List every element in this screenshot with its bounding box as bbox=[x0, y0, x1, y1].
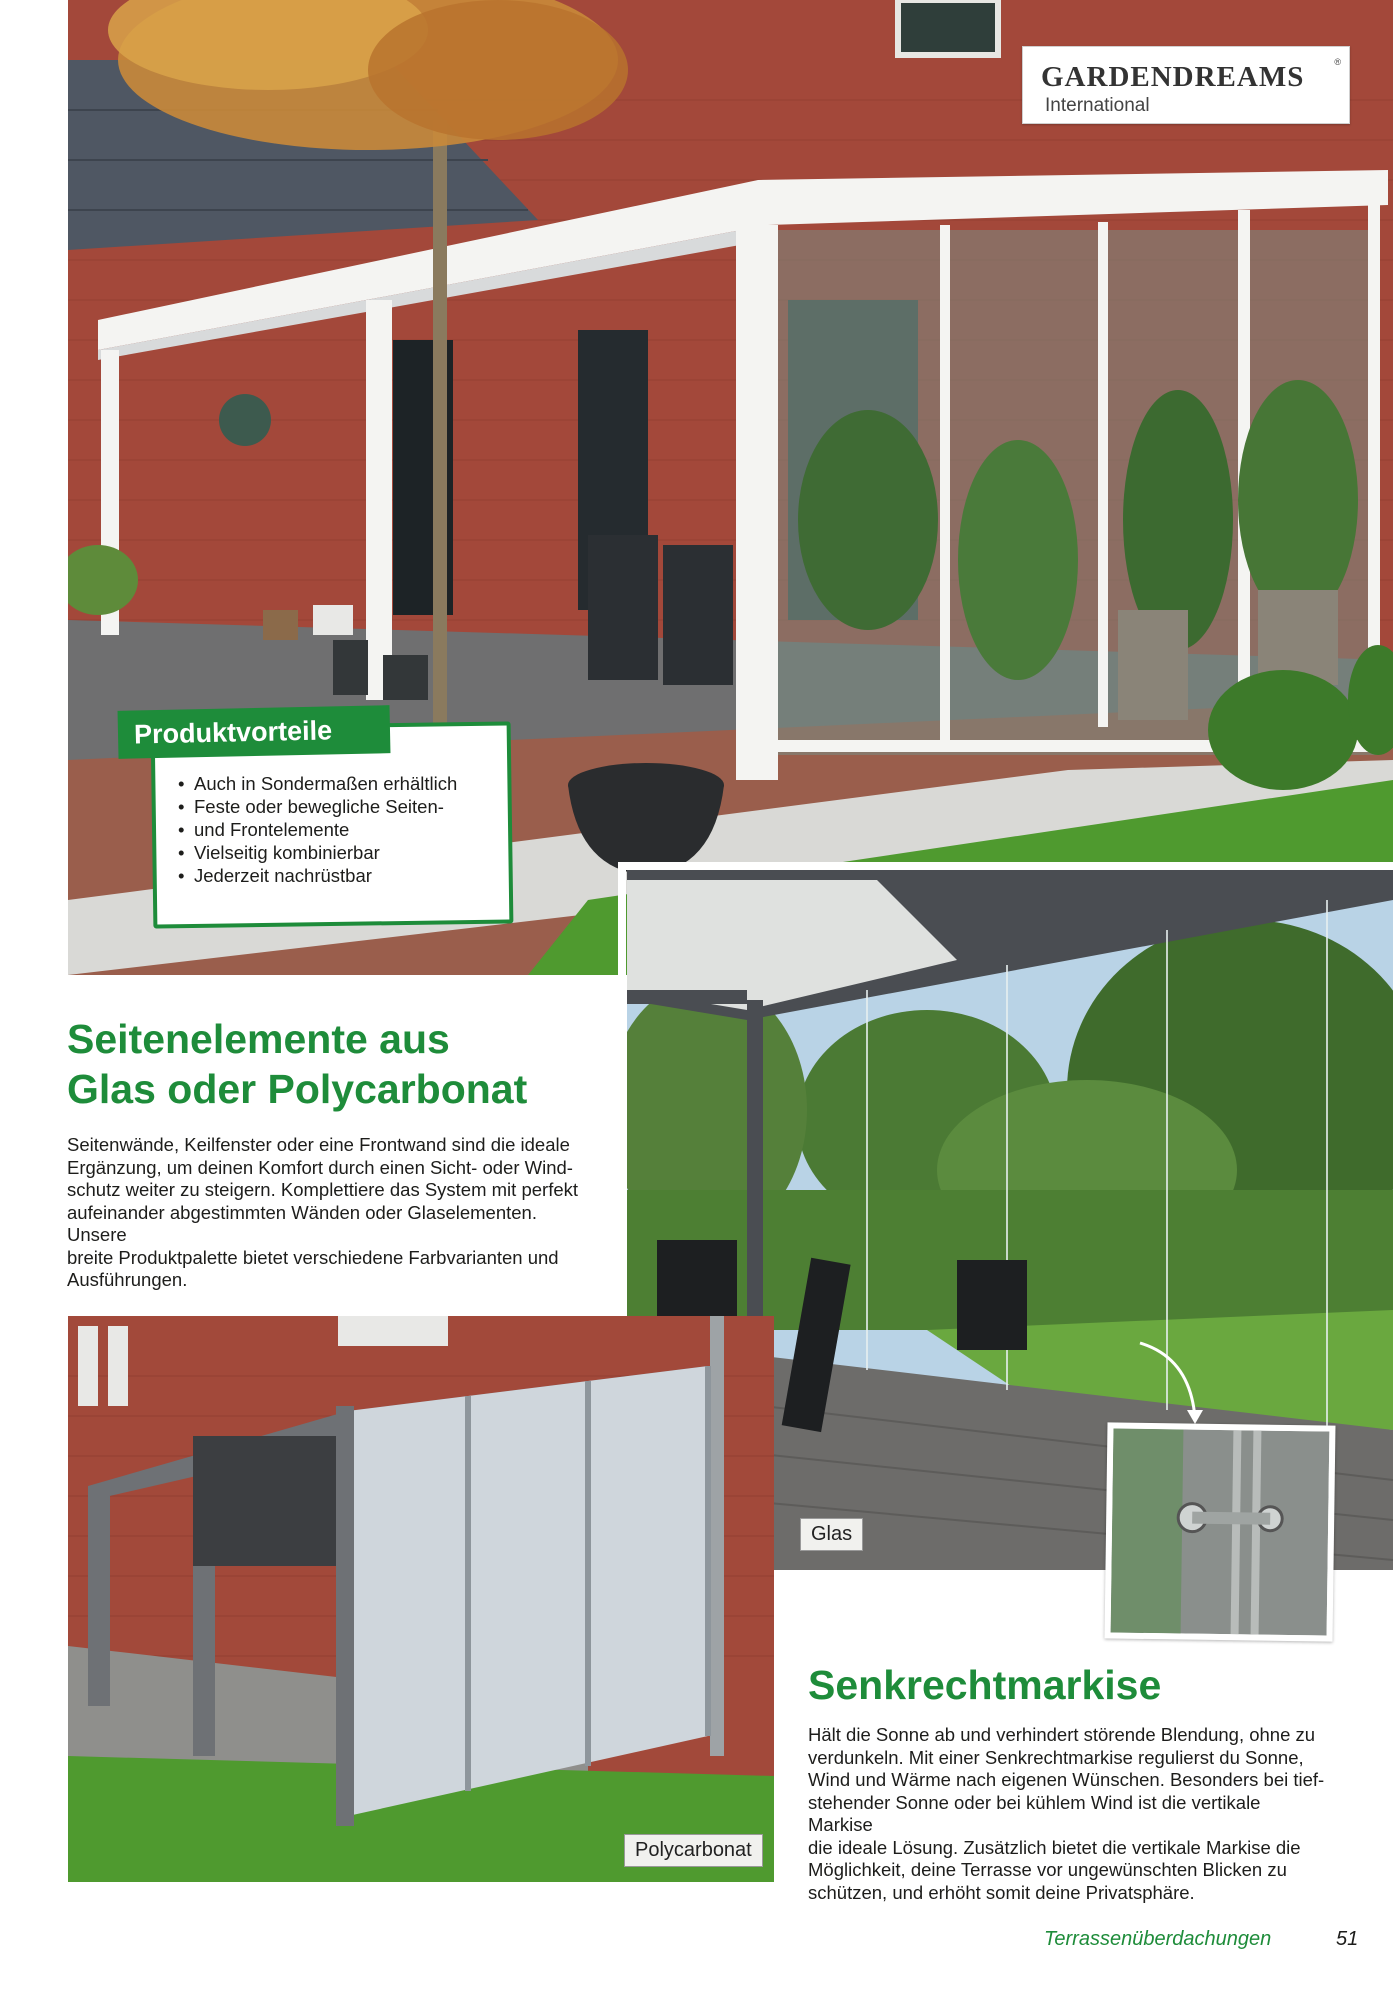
footer-page-number: 51 bbox=[1336, 1928, 1359, 1950]
section-body-vertical-awning: Hält die Sonne ab und verhindert störende Blendung, ohne zu verdunkeln. Mit einer Senkrechtmarkise regulierst du Sonne, Wind und Wärme nach eigenen Wünschen. Besonders bei tief- stehender Sonne oder bei kühlem Wind ist die vertikale Markise die ideale Lösung. Zusätzlich bietet die vertikale Markise die Möglichkeit, deine Terrasse vor ungewünschten Blicken zu schützen, und erhöht somit deine Privatsphäre. bbox=[808, 1724, 1325, 1903]
benefit-item-continued: • und Frontelemente bbox=[178, 818, 498, 841]
section-heading-side-elements: Seitenelemente aus Glas oder Polycarbonat bbox=[67, 1016, 528, 1112]
footer-section-title: Terrassenüberdachungen bbox=[1044, 1928, 1272, 1950]
brand-logo bbox=[1022, 46, 1350, 124]
benefit-item: • Jederzeit nachrüstbar bbox=[178, 864, 498, 887]
logo-subline: International bbox=[1045, 95, 1150, 116]
benefit-item: • Vielseitig kombinierbar bbox=[178, 841, 498, 864]
detail-inset-glass-fitting bbox=[1105, 1422, 1336, 1641]
benefits-title: Produktvorteile bbox=[118, 705, 391, 759]
section-body-side-elements: Seitenwände, Keilfenster oder eine Frontwand sind die ideale Ergänzung, um deinen Komfort durch einen Sicht- oder Wind- schutz weiter zu steigern. Komplettiere das System mit perfekt aufeinander abgestimmten Wänden oder Glaselementen. Unsere breite Produktpalette bietet verschiedene Farbvarianten und Ausführungen. bbox=[67, 1134, 579, 1290]
photo-label-glass: Glas bbox=[800, 1518, 863, 1551]
logo-name: GARDENDREAMS bbox=[1041, 61, 1305, 93]
photo-polycarbonate-side-wall bbox=[68, 1316, 774, 1882]
benefits-list bbox=[178, 772, 498, 887]
benefit-item: • Auch in Sondermaßen erhältlich bbox=[178, 772, 498, 795]
photo-label-polycarbonate: Polycarbonat bbox=[624, 1834, 763, 1867]
pointer-arrow-icon bbox=[1135, 1338, 1215, 1428]
section-heading-vertical-awning: Senkrechtmarkise bbox=[808, 1662, 1162, 1708]
logo-registered-mark: ® bbox=[1334, 57, 1341, 67]
benefit-item: • Feste oder bewegliche Seiten- bbox=[178, 795, 498, 818]
